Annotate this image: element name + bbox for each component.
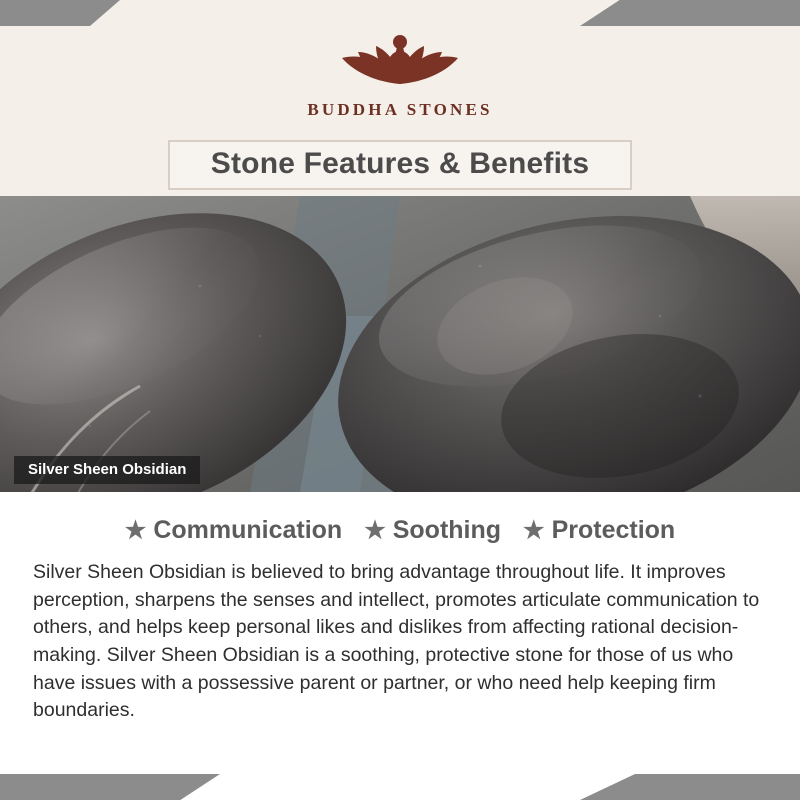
star-icon: ★ <box>124 516 147 544</box>
benefit-item-protection <box>523 516 675 545</box>
poster-header <box>0 0 800 196</box>
photo-caption: Silver Sheen Obsidian <box>14 456 200 484</box>
stone-photo-graphic <box>0 196 800 492</box>
star-icon: ★ <box>364 516 386 544</box>
page-title: Stone Features & Benefits <box>210 147 590 180</box>
benefit-label: Communication <box>153 516 343 544</box>
benefit-list <box>0 492 800 545</box>
lotus-meditation-figure-icon <box>316 18 484 98</box>
benefit-label: Protection <box>551 516 676 544</box>
benefit-label: Soothing <box>392 516 502 544</box>
stone-photo <box>0 196 800 492</box>
brand-name: BUDDHA STONES <box>307 100 493 119</box>
benefits-section <box>0 492 800 800</box>
star-icon: ★ <box>523 516 545 544</box>
brand-logo <box>0 18 800 120</box>
benefit-item-soothing <box>364 516 501 545</box>
benefit-item-communication <box>125 516 342 545</box>
stone-description: Silver Sheen Obsidian is believed to bring advantage throughout life. It improves perception, sharpens the senses and intellect, promotes articulate communication to others, and helps keep personal likes and dislikes from affecting rational decision-making. Silver Sheen Obsidian is a soothing, protective stone for those of us who have issues with a possessive parent or partner, or who need help keeping firm boundaries. <box>33 561 760 722</box>
